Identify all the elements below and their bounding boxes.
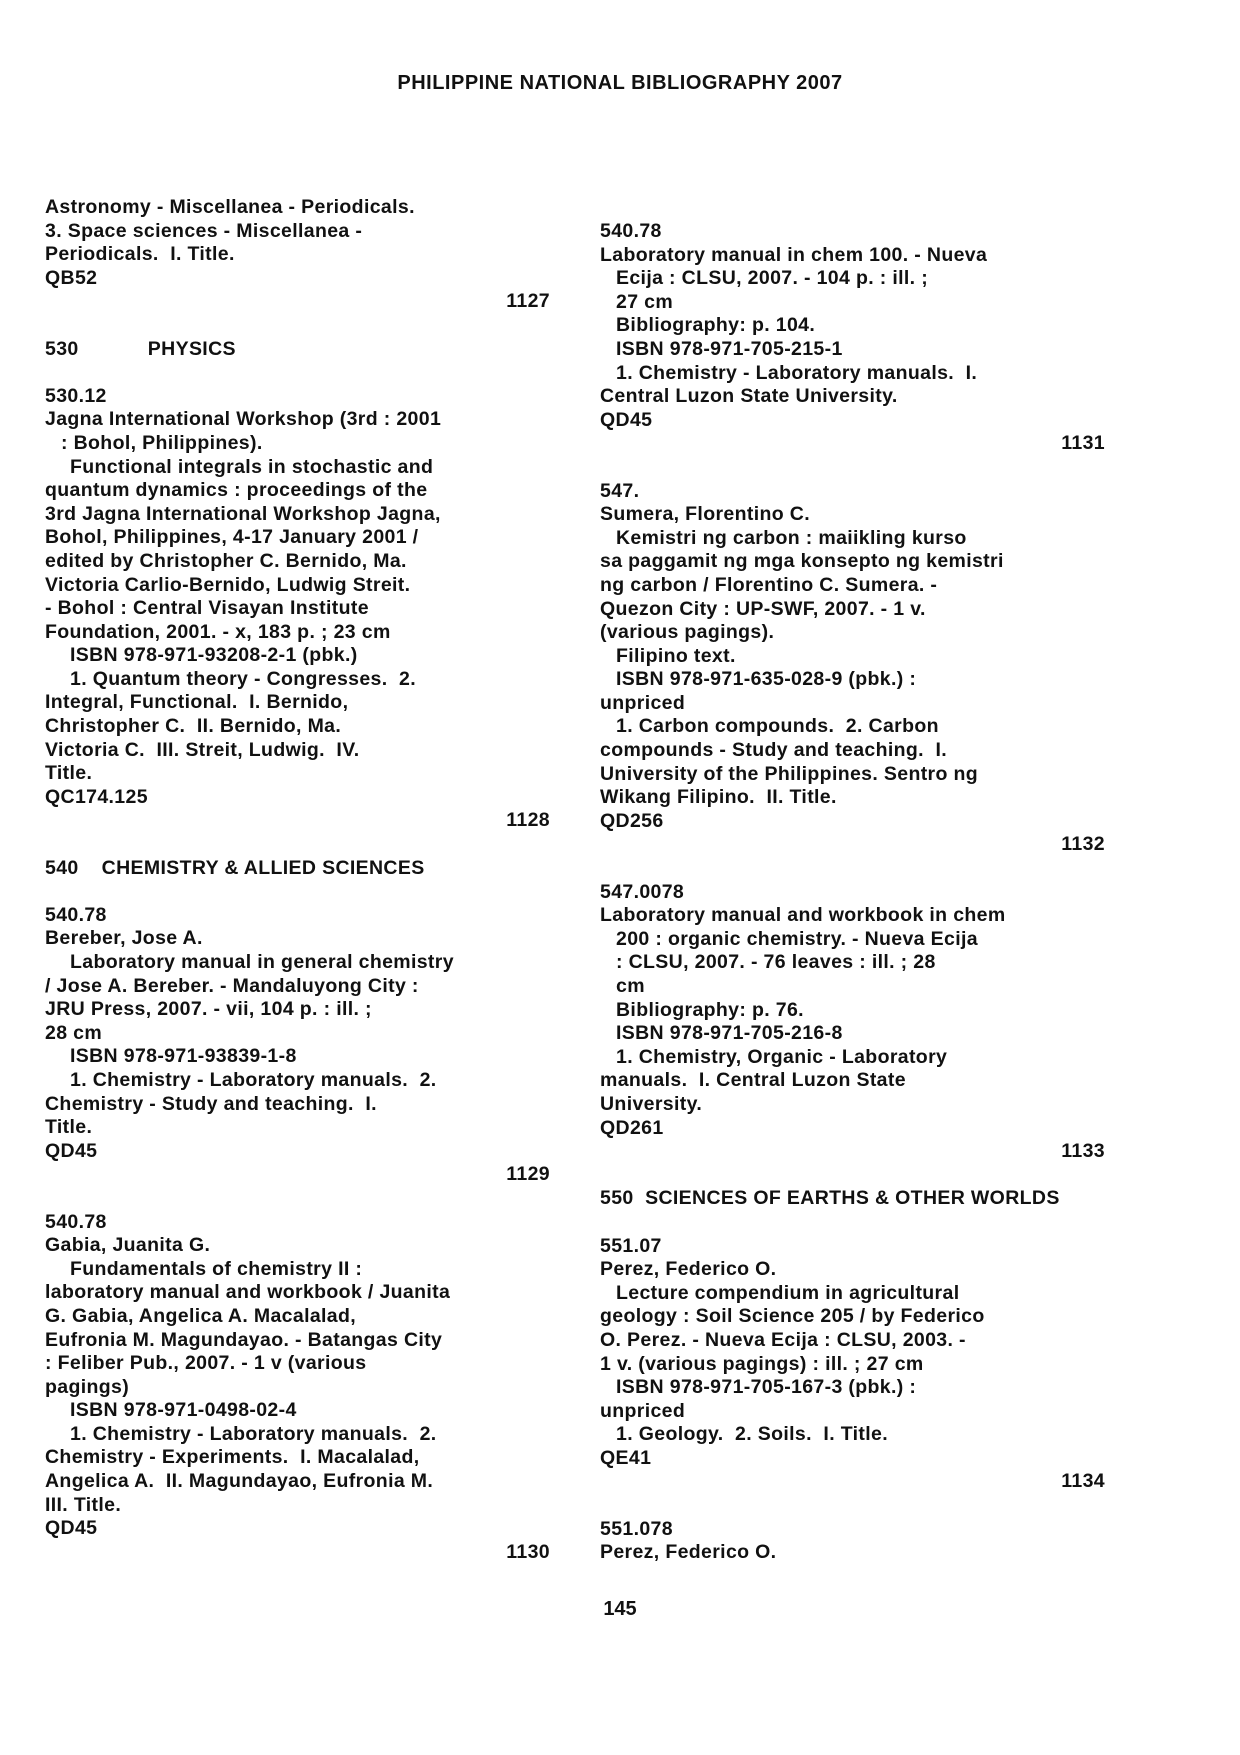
- blank-line: [45, 314, 555, 338]
- entry-line: Laboratory manual in chem 100. - Nueva: [600, 243, 988, 266]
- entry-line: 530 PHYSICS: [45, 337, 236, 360]
- entry-line: 1. Chemistry - Laboratory manuals. 2.: [70, 1422, 437, 1445]
- entry-line: laboratory manual and workbook / Juanita: [45, 1281, 451, 1304]
- entry-line: ISBN 978-971-705-215-1: [616, 337, 843, 360]
- entry-line: QB52: [45, 266, 98, 289]
- entry-line: QD256: [600, 809, 664, 832]
- blank-line: [45, 833, 555, 857]
- entry-number: 1131: [1061, 432, 1105, 455]
- entry-line: Chemistry - Study and teaching. I.: [45, 1092, 377, 1115]
- entry-line: Victoria C. III. Streit, Ludwig. IV.: [45, 738, 360, 761]
- entry-line: Laboratory manual and workbook in chem: [600, 904, 1006, 927]
- entry-line: ISBN 978-971-0498-02-4: [70, 1399, 297, 1422]
- entry-line: Ecija : CLSU, 2007. - 104 p. : ill. ;: [616, 267, 929, 290]
- entry-line: 1. Quantum theory - Congresses. 2.: [70, 667, 416, 690]
- entry-line: University.: [600, 1092, 703, 1115]
- entry-line: sa paggamit ng mga konsepto ng kemistri: [600, 550, 1004, 573]
- entry-line: Quezon City : UP-SWF, 2007. - 1 v.: [600, 597, 926, 620]
- blank-line: [45, 361, 555, 385]
- entry-line: manuals. I. Central Luzon State: [600, 1069, 906, 1092]
- blank-line: [45, 1187, 555, 1211]
- entry-number: 1134: [1061, 1470, 1105, 1493]
- entry-line: 540.78: [45, 903, 107, 926]
- entry-line: 1 v. (various pagings) : ill. ; 27 cm: [600, 1352, 924, 1375]
- entry-line: Kemistri ng carbon : maiikling kurso: [616, 526, 967, 549]
- entry-line: QD45: [45, 1139, 98, 1162]
- entry-line: Bohol, Philippines, 4-17 January 2001 /: [45, 526, 419, 549]
- entry-number: 1132: [1061, 833, 1105, 856]
- entry-number: 1127: [506, 290, 550, 313]
- entry-line: ISBN 978-971-705-216-8: [616, 1022, 843, 1045]
- entry-line: O. Perez. - Nueva Ecija : CLSU, 2003. -: [600, 1328, 966, 1351]
- right-column: [600, 220, 1110, 1565]
- blank-line: [45, 880, 555, 904]
- entry-line: quantum dynamics : proceedings of the: [45, 479, 428, 502]
- entry-number: 1130: [506, 1540, 550, 1563]
- entry-line: Laboratory manual in general chemistry: [70, 951, 454, 973]
- entry-line: edited by Christopher C. Bernido, Ma.: [45, 549, 407, 572]
- page-number: 145: [603, 1598, 637, 1620]
- entry-line: QC174.125: [45, 785, 148, 808]
- entry-line: QD45: [600, 408, 653, 431]
- entry-line: University of the Philippines. Sentro ng: [600, 762, 979, 785]
- entry-line: 28 cm: [45, 1021, 103, 1044]
- entry-line: compounds - Study and teaching. I.: [600, 739, 948, 762]
- entry-line: 200 : organic chemistry. - Nueva Ecija: [616, 927, 978, 950]
- entry-number: 1129: [506, 1163, 550, 1186]
- entry-line: Lecture compendium in agricultural: [616, 1281, 960, 1304]
- blank-line: [600, 1164, 1110, 1188]
- entry-line: ISBN 978-971-635-028-9 (pbk.) :: [616, 668, 917, 691]
- running-head: PHILIPPINE NATIONAL BIBLIOGRAPHY 2007: [397, 72, 843, 94]
- entry-line: Wikang Filipino. II. Title.: [600, 786, 837, 809]
- blank-line: [600, 857, 1110, 881]
- entry-line: (various pagings).: [600, 621, 775, 644]
- entry-line: 1. Chemistry - Laboratory manuals. 2.: [70, 1068, 437, 1091]
- entry-line: Filipino text.: [616, 644, 736, 667]
- entry-line: Bibliography: p. 104.: [616, 314, 816, 337]
- entry-line: Christopher C. II. Bernido, Ma.: [45, 715, 342, 738]
- entry-line: III. Title.: [45, 1493, 122, 1516]
- entry-line: Astronomy - Miscellanea - Periodicals.: [45, 196, 415, 218]
- entry-number: 1128: [506, 809, 550, 832]
- blank-line: [600, 1211, 1110, 1235]
- entry-line: 550 SCIENCES OF EARTHS & OTHER WORLDS: [600, 1187, 1060, 1210]
- blank-line: [600, 456, 1110, 480]
- entry-line: Title.: [45, 762, 93, 785]
- entry-line: unpriced: [600, 1399, 686, 1422]
- entry-line: cm: [616, 975, 645, 997]
- entry-line: Integral, Functional. I. Bernido,: [45, 691, 349, 714]
- entry-line: pagings): [45, 1375, 130, 1398]
- entry-line: unpriced: [600, 691, 686, 714]
- entry-line: Perez, Federico O.: [600, 1541, 777, 1564]
- entry-line: 1. Geology. 2. Soils. I. Title.: [616, 1423, 888, 1446]
- entry-line: 530.12: [45, 384, 107, 407]
- entry-line: ISBN 978-971-93208-2-1 (pbk.): [70, 644, 358, 667]
- entry-line: Perez, Federico O.: [600, 1258, 777, 1281]
- entry-line: 27 cm: [616, 290, 674, 313]
- entry-line: Eufronia M. Magundayao. - Batangas City: [45, 1328, 443, 1351]
- entry-line: 3. Space sciences - Miscellanea -: [45, 219, 363, 242]
- entry-line: 1. Chemistry - Laboratory manuals. I.: [616, 361, 978, 384]
- entry-line: Foundation, 2001. - x, 183 p. ; 23 cm: [45, 620, 391, 643]
- entry-line: Title.: [45, 1116, 93, 1139]
- entry-line: 3rd Jagna International Workshop Jagna,: [45, 502, 441, 525]
- entry-line: Central Luzon State University.: [600, 385, 898, 408]
- entry-line: 540.78: [600, 220, 662, 242]
- entry-line: JRU Press, 2007. - vii, 104 p. : ill. ;: [45, 998, 372, 1021]
- entry-line: Victoria Carlio-Bernido, Ludwig Streit.: [45, 573, 411, 596]
- entry-line: : CLSU, 2007. - 76 leaves : ill. ; 28: [616, 951, 936, 974]
- entry-line: 547.0078: [600, 880, 685, 903]
- entry-line: Gabia, Juanita G.: [45, 1234, 211, 1257]
- entry-line: 540 CHEMISTRY & ALLIED SCIENCES: [45, 856, 425, 879]
- entry-line: 551.07: [600, 1234, 662, 1257]
- entry-line: : Feliber Pub., 2007. - 1 v (various: [45, 1352, 367, 1375]
- entry-line: Bibliography: p. 76.: [616, 998, 804, 1021]
- entry-line: 1. Carbon compounds. 2. Carbon: [616, 715, 939, 738]
- entry-line: ISBN 978-971-705-167-3 (pbk.) :: [616, 1376, 917, 1399]
- entry-line: geology : Soil Science 205 / by Federico: [600, 1305, 985, 1328]
- entry-line: Angelica A. II. Magundayao, Eufronia M.: [45, 1470, 434, 1493]
- blank-line: [600, 1494, 1110, 1518]
- entry-line: QD45: [45, 1517, 98, 1540]
- entry-line: Periodicals. I. Title.: [45, 243, 235, 266]
- entry-number: 1133: [1061, 1140, 1105, 1163]
- entry-line: Functional integrals in stochastic and: [70, 455, 434, 478]
- entry-line: Bereber, Jose A.: [45, 927, 203, 950]
- entry-line: / Jose A. Bereber. - Mandaluyong City :: [45, 974, 419, 997]
- entry-line: ISBN 978-971-93839-1-8: [70, 1045, 297, 1068]
- entry-line: QD261: [600, 1116, 664, 1139]
- entry-line: QE41: [600, 1446, 652, 1469]
- entry-line: 1. Chemistry, Organic - Laboratory: [616, 1045, 948, 1068]
- entry-line: 547.: [600, 479, 640, 502]
- entry-line: Chemistry - Experiments. I. Macalalad,: [45, 1446, 420, 1469]
- entry-line: 540.78: [45, 1210, 107, 1233]
- entry-line: 551.078: [600, 1517, 673, 1540]
- entry-line: : Bohol, Philippines).: [61, 431, 263, 454]
- entry-line: Fundamentals of chemistry II :: [70, 1257, 363, 1280]
- entry-line: Sumera, Florentino C.: [600, 503, 810, 526]
- entry-line: - Bohol : Central Visayan Institute: [45, 597, 369, 620]
- entry-line: Jagna International Workshop (3rd : 2001: [45, 408, 442, 431]
- left-column: [45, 196, 555, 1564]
- entry-line: G. Gabia, Angelica A. Macalalad,: [45, 1304, 357, 1327]
- entry-line: ng carbon / Florentino C. Sumera. -: [600, 573, 938, 596]
